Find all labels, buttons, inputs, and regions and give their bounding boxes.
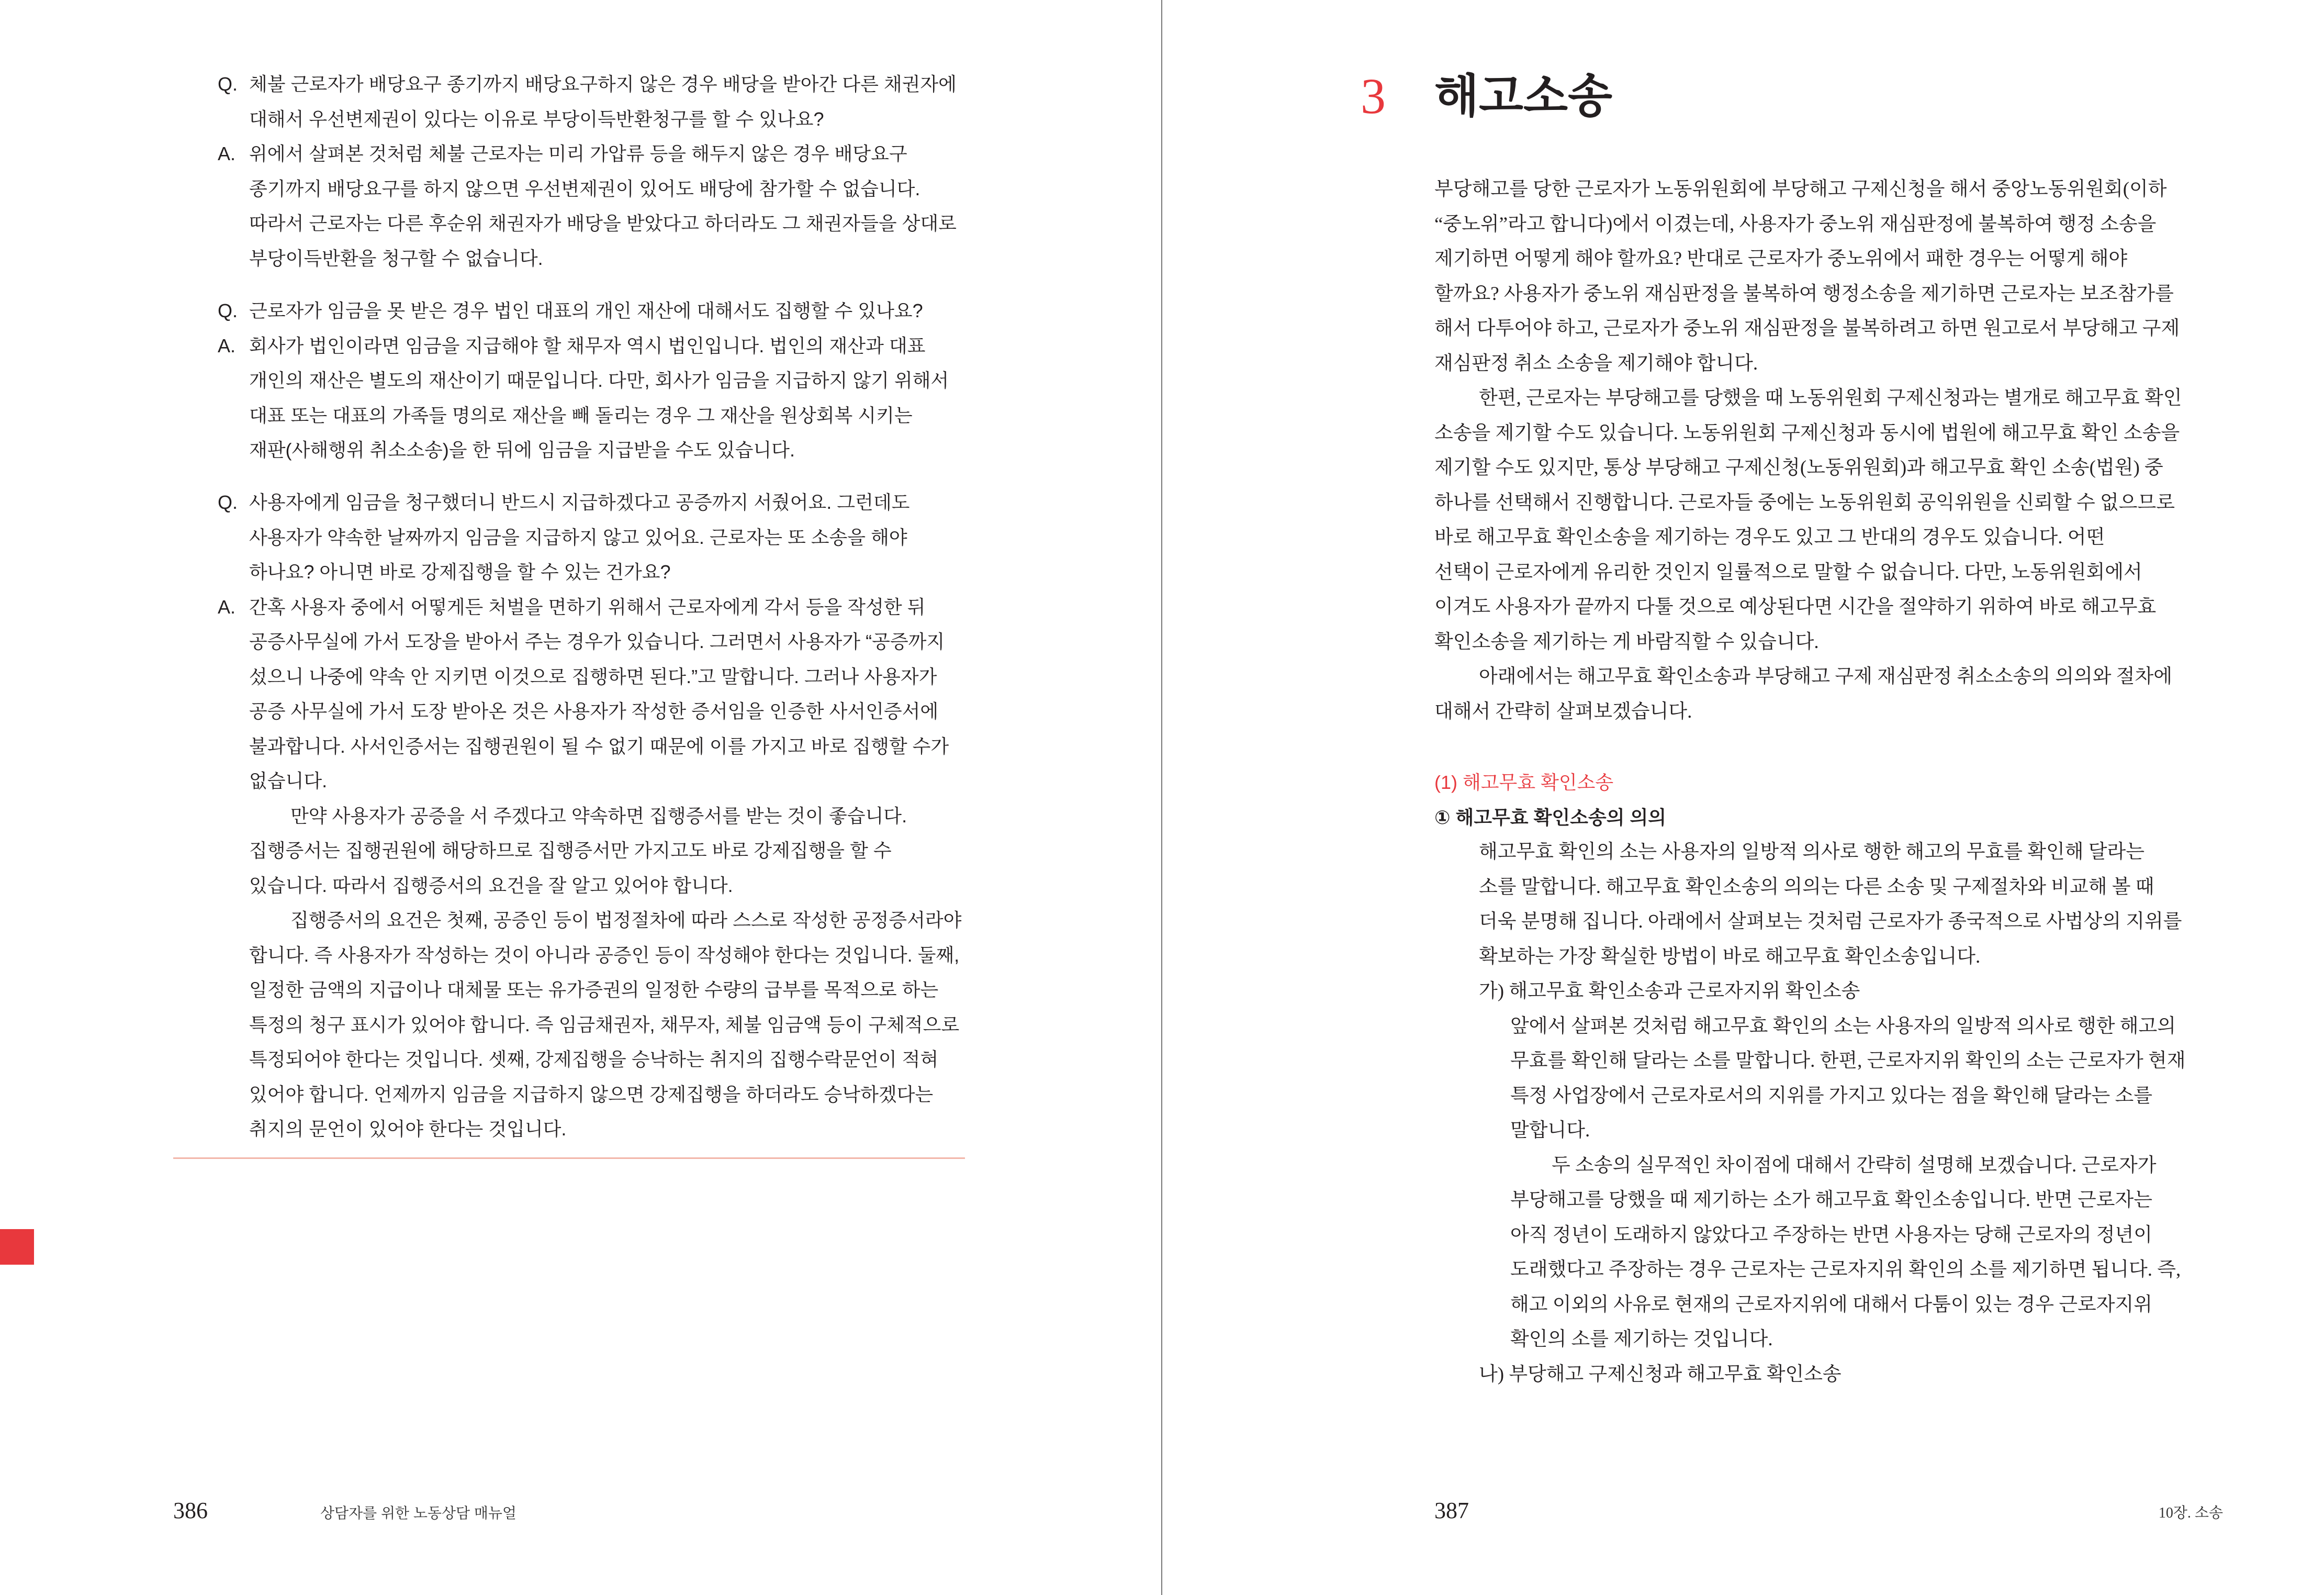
body-paragraph	[1510, 1148, 2303, 1357]
answer-line: 집행증서의 요건은 첫째, 공증인 등이 법정절차에 따라 스스로 작성한 공정증서라야	[290, 909, 962, 931]
answer-line: 불과합니다. 사서인증서는 집행권원이 될 수 없기 때문에 이를 가지고 바로 집행할 수가	[249, 735, 949, 757]
question-line: 사용자에게 임금을 청구했더니 반드시 지급하겠다고 공증까지 서줬어요. 그런데도	[249, 492, 910, 513]
body-line: 재심판정 취소 소송을 제기해야 합니다.	[1434, 352, 1758, 374]
body-line: 선택이 근로자에게 유리한 것인지 일률적으로 말할 수 없습니다. 다만, 노동위원회에서	[1434, 561, 2142, 583]
answer-paragraph	[249, 799, 1107, 904]
answer-line: 없습니다.	[249, 770, 328, 791]
body-line: 부당해고를 당한 근로자가 노동위원회에 부당해고 구제신청을 해서 중앙노동위원회(이하	[1434, 179, 2167, 200]
question	[218, 485, 1107, 590]
chapter-tab-marker	[0, 1229, 34, 1265]
answer-paragraph	[249, 590, 1107, 799]
body-line: 무효를 확인해 달라는 소를 말합니다. 한편, 근로자지위 확인의 소는 근로자가 현재	[1510, 1050, 2186, 1072]
question	[218, 294, 1107, 329]
answer	[218, 329, 1107, 468]
qa-block	[218, 485, 1107, 1147]
body-line: 아래에서는 해고무효 확인소송과 부당해고 구제 재심판정 취소소송의 의의와 절차에	[1479, 666, 2172, 687]
answer-line: 공증사무실에 가서 도장을 받아서 주는 경우가 있습니다. 그러면서 사용자가 “공증까지	[249, 631, 945, 652]
body-line: “중노위”라고 합니다)에서 이겼는데, 사용자가 중노위 재심판정에 불복하여 행정 소송을	[1434, 213, 2157, 235]
body-line: 이겨도 사용자가 끝까지 다툴 것으로 예상된다면 시간을 절약하기 위하여 바로 해고무효	[1434, 596, 2157, 618]
body-line: 더욱 분명해 집니다. 아래에서 살펴보는 것처럼 근로자가 종국적으로 사법상의 지위를	[1479, 911, 2182, 932]
running-title: 상담자를 위한 노동상담 매뉴얼	[320, 1505, 517, 1521]
body-line: 말합니다.	[1510, 1120, 1590, 1141]
answer-line: 회사가 법인이라면 임금을 지급해야 할 채무자 역시 법인입니다. 법인의 재산과 대표	[249, 334, 926, 356]
subsection-heading: (1) 해고무효 확인소송	[1434, 772, 1614, 793]
body-line: 확인의 소를 제기하는 것입니다.	[1510, 1329, 1773, 1350]
body-paragraph	[1434, 381, 2303, 660]
section-number: 3	[1361, 68, 1386, 124]
body-line: 부당해고를 당했을 때 제기하는 소가 해고무효 확인소송입니다. 반면 근로자는	[1510, 1189, 2152, 1211]
answer-line: 집행증서는 집행권원에 해당하므로 집행증서만 가지고도 바로 강제집행을 할 수	[249, 840, 892, 861]
body-line: 소송을 제기할 수도 있습니다. 노동위원회 구제신청과 동시에 법원에 해고무효 확인 소송을	[1434, 422, 2180, 444]
question-line: 하나요? 아니면 바로 강제집행을 할 수 있는 건가요?	[249, 561, 671, 583]
answer-line: 따라서 근로자는 다른 후순위 채권자가 배당을 받았다고 하더라도 그 채권자들을 상대로	[249, 213, 957, 234]
intro-text	[1434, 172, 2303, 729]
question-label: Q.	[218, 492, 238, 513]
item-heading: ① 해고무효 확인소송의 의의	[1434, 806, 1667, 828]
section-divider	[173, 1157, 965, 1159]
question-label: Q.	[218, 300, 238, 321]
answer-line: 위에서 살펴본 것처럼 체불 근로자는 미리 가압류 등을 해두지 않은 경우 배당요구	[249, 143, 907, 164]
body-line: 해고무효 확인의 소는 사용자의 일방적 의사로 행한 해고의 무효를 확인해 달라는	[1479, 841, 2145, 863]
answer-line: 특정의 청구 표시가 있어야 합니다. 즉 임금채권자, 채무자, 체불 임금액 등이 구체적으로	[249, 1013, 960, 1035]
answer-line: 개인의 재산은 별도의 재산이기 때문입니다. 다만, 회사가 임금을 지급하지 않기 위해서	[249, 370, 949, 391]
item-paragraph	[1434, 835, 2303, 974]
answer-line: 부당이득반환을 청구할 수 없습니다.	[249, 247, 543, 269]
answer-line: 합니다. 즉 사용자가 작성하는 것이 아니라 공증인 등이 작성해야 한다는 것입니다. 둘째,	[249, 944, 960, 966]
body-line: 제기할 수도 있지만, 통상 부당해고 구제신청(노동위원회)과 해고무효 확인 소송(법원) 중	[1434, 457, 2163, 478]
body-line: 확인소송을 제기하는 게 바람직할 수 있습니다.	[1434, 631, 1819, 653]
body-line: 해고 이외의 사유로 현재의 근로자지위에 대해서 다툼이 있는 경우 근로자지위	[1510, 1293, 2152, 1315]
section-title: 해고소송	[1434, 70, 1613, 122]
qa-block	[218, 67, 1107, 276]
body-paragraph	[1510, 1009, 2303, 1148]
body-line: 해서 다투어야 하고, 근로자가 중노위 재심판정을 불복하려고 하면 원고로서 부당해고 구제	[1434, 318, 2180, 339]
answer-paragraph	[249, 329, 1107, 468]
answer-line: 취지의 문언이 있어야 한다는 것입니다.	[249, 1118, 567, 1140]
answer-line: 일정한 금액의 지급이나 대체물 또는 유가증권의 일정한 수량의 급부를 목적으로 하는	[249, 979, 939, 1000]
subitem-heading: 가) 해고무효 확인소송과 근로자지위 확인소송	[1479, 980, 1860, 1002]
question-line: 대해서 우선변제권이 있다는 이유로 부당이득반환청구를 할 수 있나요?	[249, 108, 824, 130]
page-number: 387	[1434, 1498, 1469, 1523]
question	[218, 67, 1107, 137]
answer-line: 있어야 합니다. 언제까지 임금을 지급하지 않으면 강제집행을 하더라도 승낙하겠다는	[249, 1083, 934, 1105]
page-gutter	[1161, 0, 1162, 1595]
body-line: 대해서 간략히 살펴보겠습니다.	[1434, 700, 1692, 722]
body-line: 확보하는 가장 확실한 방법이 바로 해고무효 확인소송입니다.	[1479, 945, 1981, 967]
subsection	[1434, 765, 2303, 1392]
answer-paragraph	[249, 137, 1107, 276]
answer-line: 재판(사해행위 취소소송)을 한 뒤에 임금을 지급받을 수도 있습니다.	[249, 439, 795, 461]
body-line: 도래했다고 주장하는 경우 근로자는 근로자지위 확인의 소를 제기하면 됩니다. 즉,	[1510, 1259, 2181, 1280]
right-page	[1163, 0, 2324, 1595]
answer-line: 만약 사용자가 공증을 서 주겠다고 약속하면 집행증서를 받는 것이 좋습니다.	[290, 805, 907, 827]
body-line: 제기하면 어떻게 해야 할까요? 반대로 근로자가 중노위에서 패한 경우는 어떻게 해야	[1434, 248, 2128, 270]
body-line: 특정 사업장에서 근로자로서의 지위를 가지고 있다는 점을 확인해 달라는 소를	[1510, 1085, 2152, 1107]
answer-label: A.	[218, 143, 236, 164]
body-line: 두 소송의 실무적인 차이점에 대해서 간략히 설명해 보겠습니다. 근로자가	[1552, 1154, 2157, 1176]
answer-label: A.	[218, 596, 236, 618]
answer-line: 종기까지 배당요구를 하지 않으면 우선변제권이 있어도 배당에 참가할 수 없습니다.	[249, 177, 920, 199]
page-number: 386	[173, 1498, 208, 1523]
body-line: 소를 말합니다. 해고무효 확인소송의 의의는 다른 소송 및 구제절차와 비교해 볼 때	[1479, 876, 2154, 898]
subitem-heading: 나) 부당해고 구제신청과 해고무효 확인소송	[1479, 1363, 1842, 1385]
answer-line: 공증 사무실에 가서 도장 받아온 것은 사용자가 작성한 증서임을 인증한 사서인증서에	[249, 700, 939, 722]
left-page	[0, 0, 1161, 1595]
answer-line: 간혹 사용자 중에서 어떻게든 처벌을 면하기 위해서 근로자에게 각서 등을 작성한 뒤	[249, 596, 926, 618]
body-line: 아직 정년이 도래하지 않았다고 주장하는 반면 사용자는 당해 근로자의 정년이	[1510, 1224, 2152, 1246]
answer-line: 섰으니 나중에 약속 안 지키면 이것으로 집행하면 된다.”고 말합니다. 그러나 사용자가	[249, 665, 937, 687]
question-line: 체불 근로자가 배당요구 종기까지 배당요구하지 않은 경우 배당을 받아간 다른 채권자에	[249, 73, 957, 95]
body-line: 바로 해고무효 확인소송을 제기하는 경우도 있고 그 반대의 경우도 있습니다. 어떤	[1434, 527, 2105, 548]
chapter-title: 10장. 소송	[2158, 1505, 2223, 1521]
question-line: 근로자가 임금을 못 받은 경우 법인 대표의 개인 재산에 대해서도 집행할 수 있나요?	[249, 300, 923, 321]
answer-line: 특정되어야 한다는 것입니다. 셋째, 강제집행을 승낙하는 취지의 집행수락문언이 적혀	[249, 1049, 939, 1070]
body-line: 하나를 선택해서 진행합니다. 근로자들 중에는 노동위원회 공익위원을 신뢰할 수 없으므로	[1434, 492, 2175, 514]
body-line: 한편, 근로자는 부당해고를 당했을 때 노동위원회 구제신청과는 별개로 해고무효 확인	[1479, 387, 2182, 409]
qa-block	[218, 294, 1107, 468]
answer-line: 있습니다. 따라서 집행증서의 요건을 잘 알고 있어야 합니다.	[249, 874, 733, 896]
question-label: Q.	[218, 73, 238, 95]
answer-line: 대표 또는 대표의 가족들 명의로 재산을 빼 돌리는 경우 그 재산을 원상회복 시키는	[249, 404, 913, 426]
answer-paragraph	[249, 903, 1107, 1147]
body-paragraph	[1434, 660, 2303, 729]
body-paragraph	[1434, 172, 2303, 381]
subitem-body	[1434, 1009, 2303, 1357]
body-line: 할까요? 사용자가 중노위 재심판정을 불복하여 행정소송을 제기하면 근로자는 보조참가를	[1434, 283, 2174, 305]
body-line: 앞에서 살펴본 것처럼 해고무효 확인의 소는 사용자의 일방적 의사로 행한 해고의	[1510, 1015, 2176, 1037]
answer	[218, 590, 1107, 1147]
question-line: 사용자가 약속한 날짜까지 임금을 지급하지 않고 있어요. 근로자는 또 소송을 해야	[249, 526, 907, 548]
answer	[218, 137, 1107, 276]
answer-label: A.	[218, 334, 236, 356]
